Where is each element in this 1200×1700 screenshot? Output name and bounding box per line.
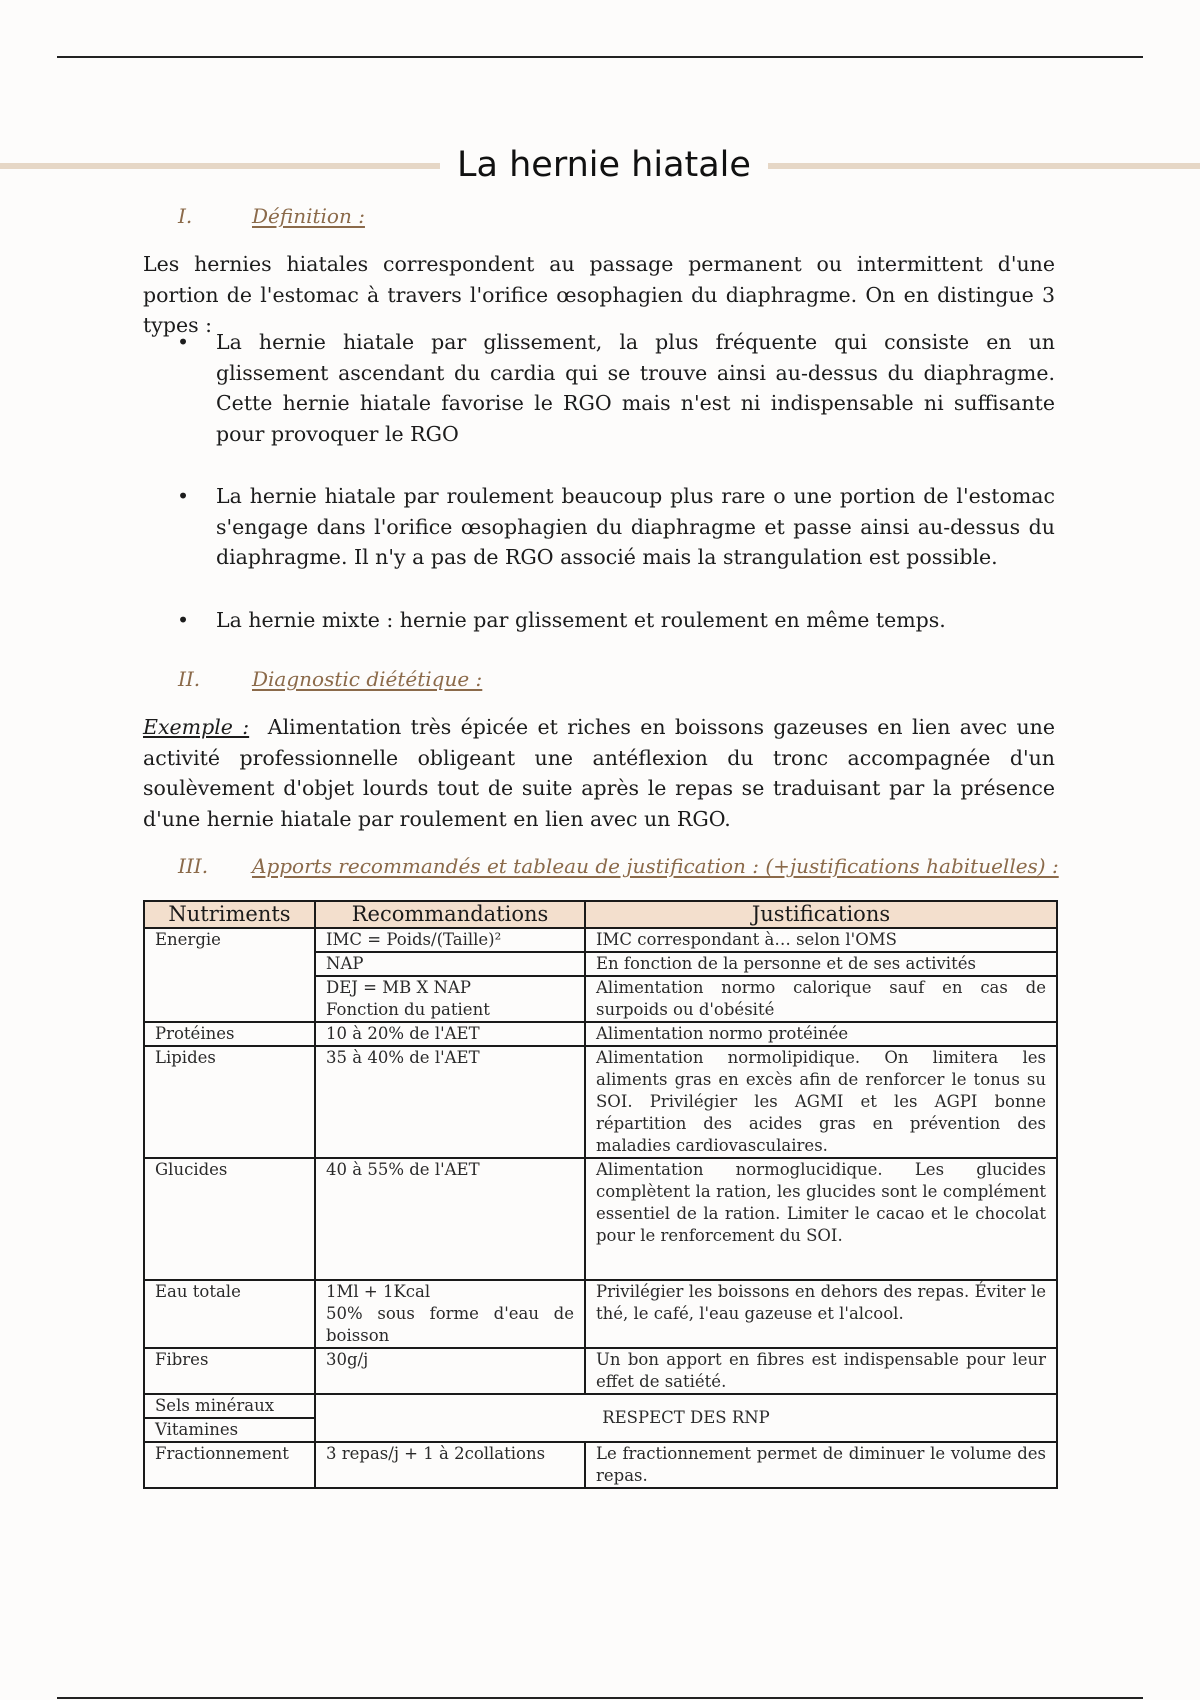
nutrient-name: Glucides [144,1158,315,1280]
example-label: Exemple : [143,715,250,739]
diagnostic-paragraph [143,712,1055,834]
justification: En fonction de la personne et de ses activités [585,952,1057,976]
nutrient-name: Lipides [144,1046,315,1158]
list-item: • La hernie mixte : hernie par glissement et roulement en même temps. [143,605,1055,636]
recommendation: 30g/j [315,1348,585,1394]
recommendation-line: DEJ = MB X NAP [326,978,471,997]
recommendation: 10 à 20% de l'AET [315,1022,585,1046]
justification: Privilégier les boissons en dehors des repas. Éviter le thé, le café, l'eau gazeuse et l'alcool. [585,1280,1057,1348]
table-row [144,1046,1057,1158]
nutrient-name: Fibres [144,1348,315,1394]
table-row [144,928,1057,952]
section-heading-definition [178,204,365,228]
definition-intro: Les hernies hiatales correspondent au passage permanent ou intermittent d'une portion de l'estomac à travers l'orifice œsophagien du diaphragme. On en distingue 3 types : [143,252,1055,337]
section-number: III. [178,854,209,878]
justification: Le fractionnement permet de diminuer le volume des repas. [585,1442,1057,1488]
justification: Alimentation normoglucidique. Les glucides complètent la ration, les glucides sont le complément essentiel de la ration. Limiter le cacao et le chocolat pour le renforcement du SOI. [585,1158,1057,1280]
recommendation-line: Fonction du patient [326,1000,490,1019]
page-title: La hernie hiatale [457,145,751,185]
title-bar-left [0,163,440,169]
nutrient-name: Sels minéraux [144,1394,315,1418]
nutrient-name: Energie [144,928,315,1022]
bottom-rule [57,1697,1143,1699]
section-label: Apports recommandés et tableau de justification : (+justifications habituelles) : [252,854,1059,878]
section-heading-apports [178,854,1059,878]
justification: Un bon apport en fibres est indispensable pour leur effet de satiété. [585,1348,1057,1394]
title-bar-right [768,163,1200,169]
section-label: Définition : [252,204,365,228]
table-row [144,1022,1057,1046]
rnp-note: RESPECT DES RNP [315,1394,1057,1442]
justification: Alimentation normo protéinée [585,1022,1057,1046]
nutrient-name: Fractionnement [144,1442,315,1488]
recommendation: 40 à 55% de l'AET [315,1158,585,1280]
recommendation-line: 50% sous forme d'eau de boisson [326,1304,574,1345]
table-row [144,1348,1057,1394]
justification: IMC correspondant à… selon l'OMS [585,928,1057,952]
hernia-types-list [143,327,1055,635]
recommendation: 35 à 40% de l'AET [315,1046,585,1158]
nutrient-name: Vitamines [144,1418,315,1442]
header-justifications: Justifications [585,901,1057,928]
table-row [144,1394,1057,1418]
recommendation: NAP [315,952,585,976]
header-nutriments: Nutriments [144,901,315,928]
header-recommandations: Recommandations [315,901,585,928]
table-header-row [144,901,1057,928]
title-band [0,140,1200,190]
section-number: I. [178,204,193,228]
recommendation: 3 repas/j + 1 à 2collations [315,1442,585,1488]
table-row [144,1158,1057,1280]
nutrient-name: Eau totale [144,1280,315,1348]
recommendation-line: 1Ml + 1Kcal [326,1282,431,1301]
section-label: Diagnostic diététique : [252,667,483,691]
recommendation: IMC = Poids/(Taille)² [315,928,585,952]
table-row [144,1442,1057,1488]
diagnostic-text: Alimentation très épicée et riches en boissons gazeuses en lien avec une activité professionnelle obligeant une antéflexion du tronc accompagnée d'un soulèvement d'objet lourds tout de suite après le repas se traduisant par la présence d'une hernie hiatale par roulement en lien avec un RGO. [143,715,1055,831]
section-number: II. [178,667,201,691]
list-item: • La hernie hiatale par glissement, la plus fréquente qui consiste en un glissement ascendant du cardia qui se trouve ainsi au-dessus du diaphragme. Cette hernie hiatale favorise le RGO mais n'est ni indispensable ni suffisante pour provoquer le RGO [143,327,1055,449]
justification-table [143,900,1058,1489]
table-row [144,1280,1057,1348]
recommendation [315,1280,585,1348]
recommendation [315,976,585,1022]
nutrient-name: Protéines [144,1022,315,1046]
top-rule [57,56,1143,58]
justification: Alimentation normolipidique. On limitera les aliments gras en excès afin de renforcer le tonus su SOI. Privilégier les AGMI et les AGPI bonne répartition des acides gras en prévention des maladies cardiovasculaires. [585,1046,1057,1158]
section-heading-diagnostic [178,667,482,691]
list-item: • La hernie hiatale par roulement beaucoup plus rare o une portion de l'estomac s'engage dans l'orifice œsophagien du diaphragme et passe ainsi au-dessus du diaphragme. Il n'y a pas de RGO associé mais la strangulation est possible. [143,481,1055,573]
justification: Alimentation normo calorique sauf en cas de surpoids ou d'obésité [585,976,1057,1022]
